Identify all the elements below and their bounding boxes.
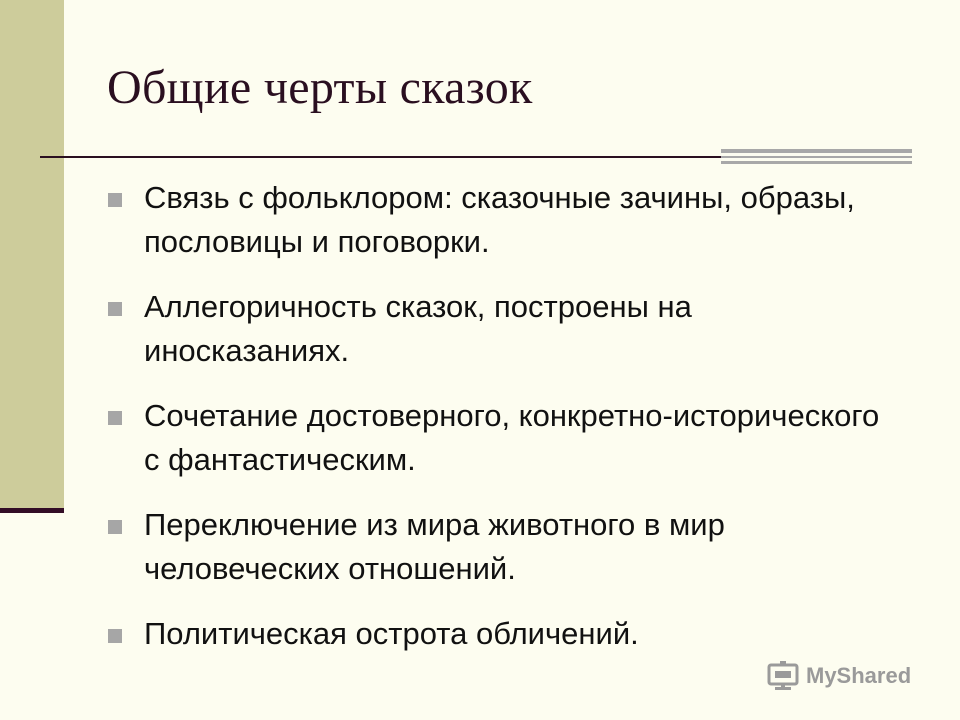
- left-decorative-band: [0, 0, 64, 511]
- presentation-screen-icon: [766, 661, 800, 691]
- title-accent-bar: [721, 149, 912, 164]
- left-band-rule: [0, 508, 64, 513]
- bullet-list: [108, 176, 888, 677]
- list-item: [108, 285, 888, 373]
- list-item: [108, 394, 888, 482]
- square-bullet-icon: [108, 629, 122, 643]
- slide-title: Общие черты сказок: [107, 61, 533, 114]
- bullet-text: Сочетание достоверного, конкретно-исторического с фантастическим.: [144, 398, 880, 477]
- list-item: [108, 612, 888, 656]
- square-bullet-icon: [108, 193, 122, 207]
- bullet-text: Переключение из мира животного в мир человеческих отношений.: [144, 507, 725, 586]
- bullet-text: Связь с фольклором: сказочные зачины, образы, пословицы и поговорки.: [144, 180, 855, 259]
- square-bullet-icon: [108, 302, 122, 316]
- list-item: [108, 503, 888, 591]
- square-bullet-icon: [108, 411, 122, 425]
- watermark[interactable]: [766, 656, 911, 696]
- bullet-text: Политическая острота обличений.: [144, 616, 639, 651]
- square-bullet-icon: [108, 520, 122, 534]
- list-item: [108, 176, 888, 264]
- watermark-text: MyShared: [806, 663, 912, 688]
- bullet-text: Аллегоричность сказок, построены на иносказаниях.: [144, 289, 692, 368]
